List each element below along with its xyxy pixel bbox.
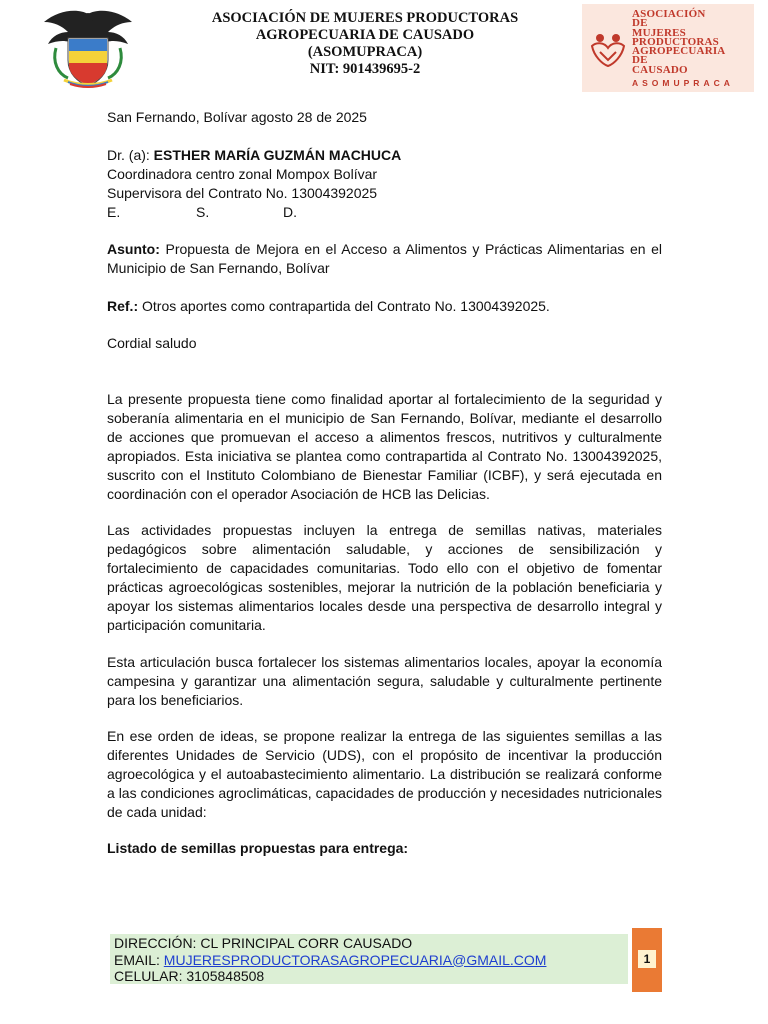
logo-acronym: ASOMUPRACA xyxy=(632,78,734,88)
paragraph-2: Las actividades propuestas incluyen la entrega de semillas nativas, materiales pedagógicos sobre alimentación saludable, y acciones de sensibilización y fortalecimiento de capacidades comunitarias. Todo ello con el objetivo de fomentar prácticas agroecológicas sostenibles, mejorar la nutrición de la población beneficiaria y apoyar los sistemas alimentarios locales desde una perspectiva de desarrollo integral y participación comunitaria. xyxy=(107,522,662,633)
subject-block xyxy=(107,240,662,278)
footer-contact xyxy=(110,934,628,984)
greeting: Cordial saludo xyxy=(107,335,197,351)
recipient-name: ESTHER MARÍA GUZMÁN MACHUCA xyxy=(153,147,402,163)
header-line-2: AGROPECUARIA DE CAUSADO xyxy=(255,27,475,43)
recipient-block xyxy=(107,146,662,222)
seed-list-title: Listado de semillas propuestas para entrega: xyxy=(107,840,409,856)
reference-label: Ref.: xyxy=(107,298,139,314)
logo-text: ASOCIACIÓN DE MUJERES PRODUCTORAS AGROPECUARIA DE CAUSADO xyxy=(632,8,726,76)
organization-header xyxy=(180,10,550,78)
women-logo-icon xyxy=(586,30,630,70)
esd-line: E. S. D. xyxy=(107,204,297,220)
header-line-3: (ASOMUPRACA) xyxy=(307,44,423,60)
page-number: 1 xyxy=(638,950,656,968)
recipient-line: Dr. (a): ESTHER MARÍA GUZMÁN MACHUCA xyxy=(107,147,402,163)
recipient-role: Coordinadora centro zonal Mompox Bolívar xyxy=(107,166,378,182)
paragraph-3: Esta articulación busca fortalecer los sistemas alimentarios locales, apoyar la economía campesina y garantizar una alimentación segura, saludable y culturalmente pertinente para los beneficiarios. xyxy=(107,654,662,708)
recipient-supervisor: Supervisora del Contrato No. 13004392025 xyxy=(107,185,378,201)
organization-logo xyxy=(582,4,754,92)
subject-text: Propuesta de Mejora en el Acceso a Alimentos y Prácticas Alimentarias en el Municipio de San Fernando, Bolívar xyxy=(107,241,663,276)
subject-label: Asunto: xyxy=(107,241,160,257)
reference-block xyxy=(107,297,662,316)
header-nit: NIT: 901439695-2 xyxy=(309,61,421,77)
paragraph-4: En ese orden de ideas, se propone realizar la entrega de las siguientes semillas a las diferentes Unidades de Servicio (UDS), con el propósito de incentivar la producción agroecológica y el autoabastecimiento alimentario. La distribución se realizará conforme a las condiciones agroclimáticas, capacidades de producción y necesidades nutricionales de cada unidad: xyxy=(107,728,662,820)
reference-text: Otros aportes como contrapartida del Contrato No. 13004392025. xyxy=(142,298,550,314)
page-number-badge xyxy=(632,928,662,992)
header-line-1: ASOCIACIÓN DE MUJERES PRODUCTORAS xyxy=(211,10,519,26)
footer-email-link[interactable]: MUJERESPRODUCTORASAGROPECUARIA@GMAIL.COM xyxy=(163,951,547,968)
footer-phone: CELULAR: 3105848508 xyxy=(114,968,265,984)
footer-address: DIRECCIÓN: CL PRINCIPAL CORR CAUSADO xyxy=(114,935,413,951)
paragraph-1: La presente propuesta tiene como finalidad aportar al fortalecimiento de la seguridad y soberanía alimentaria en el municipio de San Fernando, Bolívar, mediante el desarrollo de acciones que promuevan el acceso a alimentos frescos, nutritivos y culturalmente apropiados. Esta iniciativa se plantea como contrapartida al Contrato No. 13004392025, suscrito con el Instituto Colombiano de Bienestar Familiar (ICBF), y será ejecutada en coordinación con el operador Asociación de HCB las Delicias. xyxy=(107,391,662,502)
footer-email-line: EMAIL: MUJERESPRODUCTORASAGROPECUARIA@GMAIL.COM xyxy=(114,951,547,968)
coat-of-arms-icon xyxy=(38,8,138,88)
letter-date: San Fernando, Bolívar agosto 28 de 2025 xyxy=(107,109,367,125)
